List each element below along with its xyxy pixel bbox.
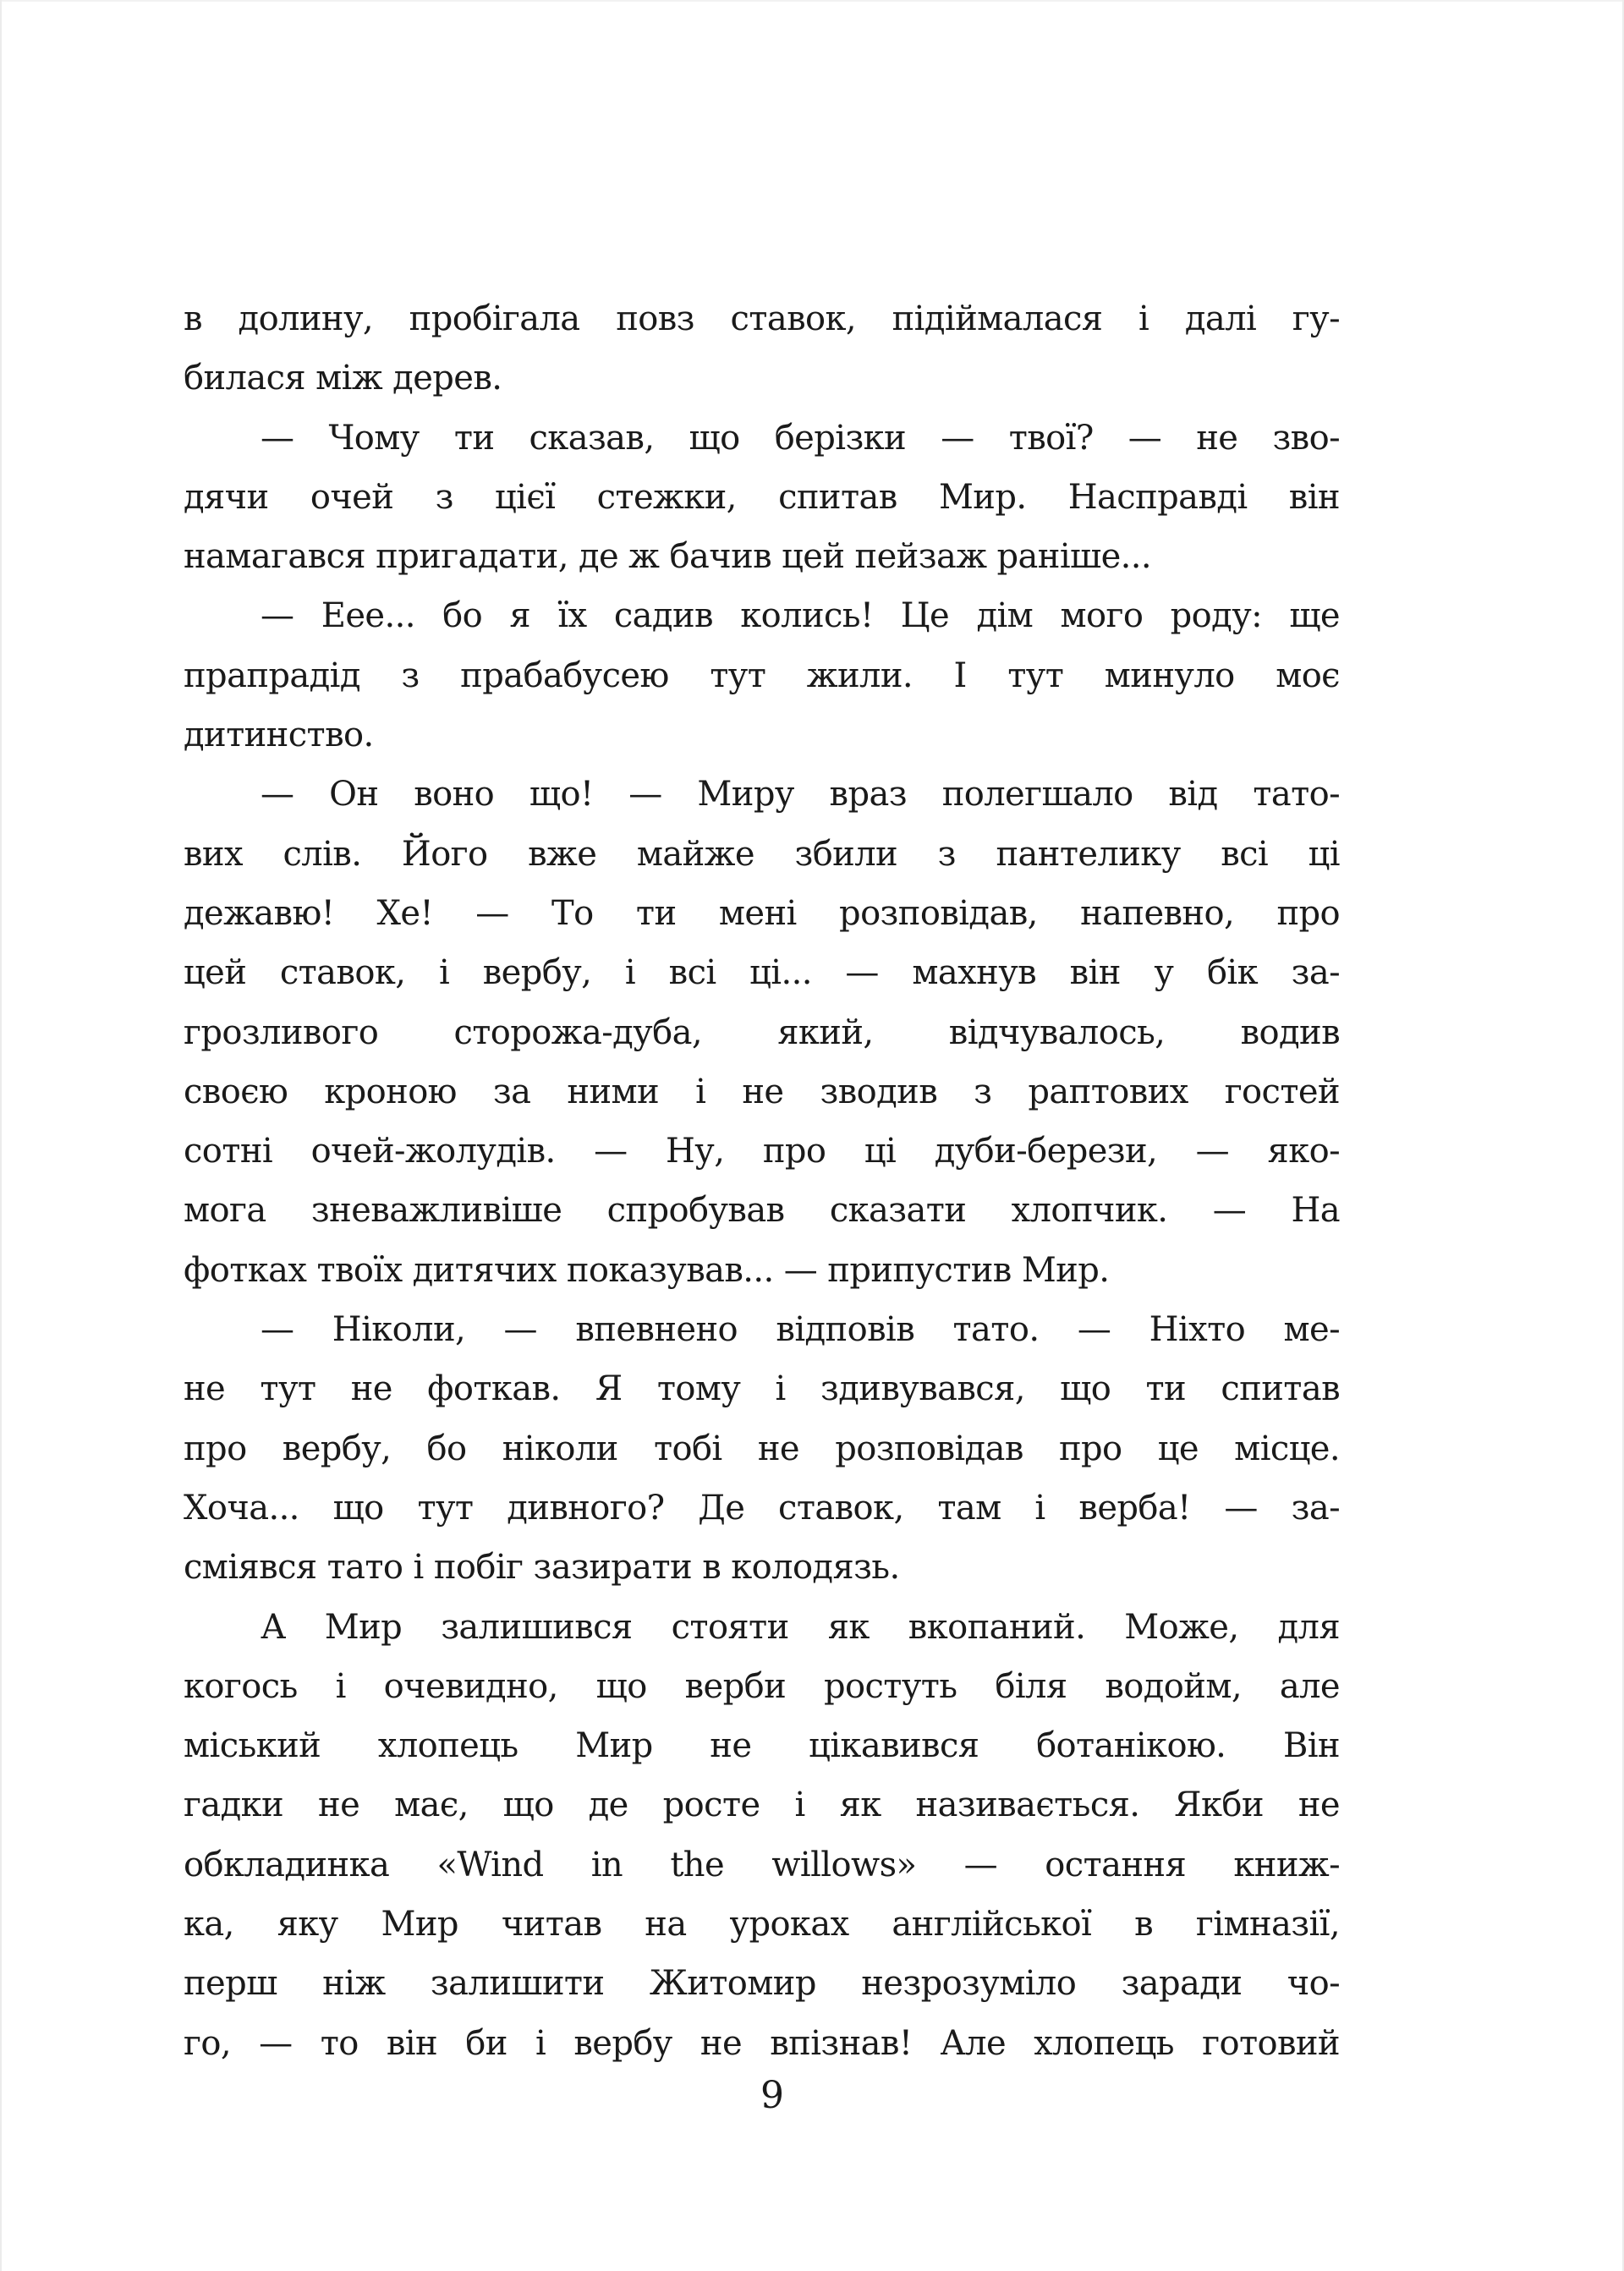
text-line: дежавю! Хе! — То ти мені розповідав, напевно, про	[184, 893, 1340, 933]
page-number: 9	[760, 2074, 784, 2117]
text-line: А Мир залишився стояти як вкопаний. Може, для	[261, 1607, 1340, 1647]
text-line: Хоча... що тут дивного? Де ставок, там і верба! — за-	[184, 1488, 1340, 1528]
text-line: ка, яку Мир читав на уроках англійської в гімназії,	[184, 1905, 1340, 1945]
text-line: вих слів. Його вже майже збили з пантелику всі ці	[184, 834, 1340, 874]
text-line: намагався пригадати, де ж бачив цей пейзаж раніше...	[184, 537, 1152, 577]
text-line: мога зневажливіше спробував сказати хлопчик. — На	[184, 1191, 1340, 1231]
text-line: цей ставок, і вербу, і всі ці... — махнув він у бік за-	[184, 953, 1340, 993]
text-line: — Ніколи, — впевнено відповів тато. — Ніхто ме-	[261, 1310, 1340, 1350]
text-line: дячи очей з цієї стежки, спитав Мир. Насправді він	[184, 477, 1340, 517]
text-line: дитинство.	[184, 716, 374, 755]
text-line: гадки не має, що де росте і як називається. Якби не	[184, 1786, 1340, 1825]
text-line: когось і очевидно, що верби ростуть біля водойм, але	[184, 1666, 1340, 1706]
text-line: грозливого сторожа-дуба, який, відчувалось, водив	[184, 1012, 1340, 1052]
text-line: не тут не фоткав. Я тому і здивувався, що ти спитав	[184, 1369, 1340, 1409]
text-line: фотках твоїх дитячих показував... — припустив Мир.	[184, 1250, 1110, 1290]
text-line: в долину, пробігала повз ставок, підіймалася і далі гу-	[184, 299, 1340, 338]
text-line: сміявся тато і побіг зазирати в колодязь.	[184, 1548, 900, 1588]
text-line: про вербу, бо ніколи тобі не розповідав про це місце.	[184, 1429, 1340, 1468]
text-line: обкладинка «Wind in the willows» — остання книж-	[184, 1845, 1340, 1884]
text-line: міський хлопець Мир не цікавився ботанікою. Він	[184, 1726, 1340, 1766]
text-line: билася між дерев.	[184, 359, 502, 398]
body-text	[184, 289, 1340, 2073]
text-line: сотні очей-жолудів. — Ну, про ці дуби-берези, — яко-	[184, 1132, 1340, 1171]
text-line: своєю кроною за ними і не зводив з раптових гостей	[184, 1072, 1340, 1111]
text-line: перш ніж залишити Житомир незрозуміло заради чо-	[184, 1964, 1340, 2004]
text-line: — Он воно що! — Миру враз полегшало від тато-	[261, 775, 1340, 815]
text-line: — Чому ти сказав, що берізки — твої? — не зво-	[261, 418, 1340, 458]
text-line: — Еее... бо я їх садив колись! Це дім мого роду: ще	[261, 596, 1340, 636]
text-line: го, — то він би і вербу не впізнав! Але хлопець готовий	[184, 2023, 1340, 2063]
text-line: прапрадід з прабабусею тут жили. І тут минуло моє	[184, 656, 1340, 695]
